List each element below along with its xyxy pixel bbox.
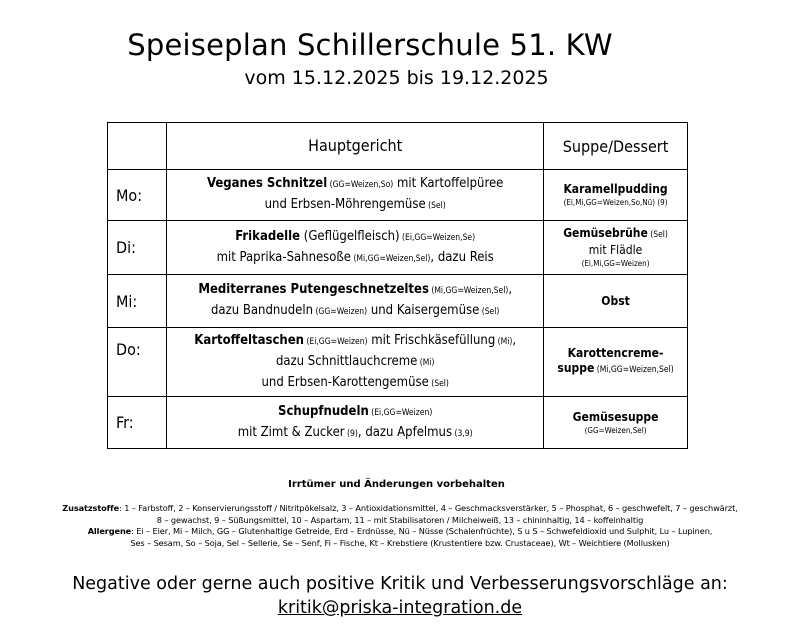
- menu-table: [107, 122, 688, 449]
- table-row: [108, 221, 688, 275]
- cell-line: [544, 182, 687, 197]
- allergen-info: (Mi): [417, 357, 435, 368]
- allergen-info: (Sel): [428, 378, 449, 389]
- dish-name: Kartoffeltaschen: [194, 332, 305, 348]
- cell-line: [167, 352, 543, 373]
- allergen-info: (GG=Weizen,So): [327, 180, 394, 190]
- dish-text: dazu Bandnudeln: [211, 303, 314, 318]
- cell-line: [167, 227, 543, 248]
- cell-line: [544, 361, 687, 378]
- dish-text: mit Kartoffelpüree: [393, 176, 504, 191]
- dish-name: Mediterranes Putengeschnetzeltes: [198, 282, 429, 297]
- dish-text: dazu Schnittlauchcreme: [275, 353, 418, 369]
- soup-dessert-cell: [544, 328, 688, 397]
- cell-line: [544, 258, 687, 269]
- feedback-email-link[interactable]: kritik@priska-integration.de: [277, 598, 523, 618]
- table-row: [108, 170, 688, 221]
- cell-line: [544, 346, 687, 361]
- day-label: Fr:: [108, 397, 167, 449]
- cell-line: [544, 243, 687, 258]
- allergen-info: (Sel): [425, 201, 446, 211]
- allergen-info: (Ei,Mi,GG=Weizen,So,Nü) (9): [563, 198, 668, 207]
- legend-block: [20, 503, 780, 549]
- dish-name: Obst: [601, 293, 630, 308]
- cell-line: [167, 373, 543, 394]
- table-row: [108, 397, 688, 449]
- page-title: Speiseplan Schillerschule 51. KW: [127, 28, 613, 62]
- dish-name: Frikadelle: [235, 228, 301, 244]
- allergen-info: (Ei,GG=Weizen): [368, 407, 433, 418]
- cell-line: [167, 280, 543, 301]
- additives-text-1: : 1 – Farbstoff, 2 – Konservierungsstoff / Nitritpökelsalz, 3 – Antioxidationsmittel, 4 – Geschmacksverstärker, 5 – Phosphat, 6 – geschwefelt, 7 – geschwärzt,: [119, 503, 738, 513]
- date-range: [0, 67, 793, 89]
- cell-line: [544, 226, 687, 243]
- allergen-info: (Ei,GG=Weizen,Se): [399, 232, 476, 243]
- table-row: [108, 328, 688, 397]
- allergens-label: Allergene: [87, 526, 132, 536]
- dish-name: Karottencreme-: [567, 346, 664, 360]
- allergen-info: (Sel): [479, 307, 500, 317]
- day-label: Di:: [108, 221, 167, 275]
- allergen-info: (GG=Weizen,Sel): [584, 425, 647, 435]
- dish-text: (Geflügelfleisch): [300, 228, 400, 244]
- allergen-info: (GG=Weizen): [313, 307, 368, 317]
- cell-line: [167, 195, 543, 216]
- allergens-line-1: [20, 526, 780, 538]
- allergen-info: (Mi,GG=Weizen,Sel): [351, 253, 431, 264]
- allergen-info: (Mi): [495, 336, 513, 347]
- allergen-info: (Ei,GG=Weizen): [304, 336, 368, 347]
- dish-text: mit Paprika-Sahnesoße: [216, 249, 352, 265]
- dish-name: Gemüsesuppe: [572, 409, 659, 424]
- cell-line: [544, 425, 687, 436]
- cell-line: [544, 197, 687, 208]
- main-dish-cell: [167, 397, 544, 449]
- header-soup-dessert: Suppe/Dessert: [544, 123, 688, 170]
- allergens-text-1: : Ei – Eier, Mi – Milch, GG – Glutenhaltige Getreide, Erd – Erdnüsse, Nü – Nüsse (Schalenfrüchte), S u S – Schwefeldioxid und Sulphit, Lu – Lupinen,: [131, 526, 713, 536]
- day-label: Do:: [108, 328, 167, 397]
- allergen-info: (Sel): [647, 230, 668, 240]
- dish-text: mit Flädle: [588, 243, 643, 257]
- allergen-info: (Mi,GG=Weizen,Sel): [428, 286, 509, 296]
- dish-text: mit Frischkäsefüllung: [367, 332, 496, 348]
- cell-line: [167, 331, 543, 352]
- day-label: Mo:: [108, 170, 167, 221]
- header-main-dish: Hauptgericht: [167, 123, 544, 170]
- dish-text: ,: [512, 332, 517, 348]
- soup-dessert-cell: [544, 397, 688, 449]
- soup-dessert-cell: [544, 275, 688, 328]
- allergen-info: (Mi,GG=Weizen,Sel): [594, 365, 674, 375]
- dish-name: Schupfnudeln: [278, 403, 369, 419]
- main-dish-cell: [167, 221, 544, 275]
- soup-dessert-cell: [544, 170, 688, 221]
- cell-line: [167, 248, 543, 269]
- dish-name: suppe: [557, 361, 595, 375]
- allergen-info: (Ei,Mi,GG=Weizen): [581, 259, 650, 268]
- main-dish-cell: [167, 275, 544, 328]
- feedback-text: Negative oder gerne auch positive Kritik und Verbesserungsvorschläge an:: [72, 574, 728, 594]
- dish-text: und Kaisergemüse: [367, 303, 480, 318]
- dish-text: , dazu Reis: [430, 249, 494, 265]
- main-dish-cell: [167, 328, 544, 397]
- disclaimer-notice: Irrtümer und Änderungen vorbehalten: [288, 479, 505, 490]
- cell-line: [167, 174, 543, 195]
- allergen-info: (9): [344, 428, 358, 439]
- cell-line: [167, 301, 543, 322]
- feedback-section: [0, 572, 793, 620]
- additives-line-1: [20, 503, 780, 515]
- dish-text: und Erbsen-Möhrengemüse: [264, 197, 426, 212]
- dish-text: , dazu Apfelmus: [357, 424, 453, 440]
- cell-line: [544, 294, 687, 309]
- cell-line: [167, 402, 543, 423]
- allergens-line-2: Ses – Sesam, So – Soja, Sel – Sellerie, Se – Senf, Fi – Fische, Kt – Krebstiere (Krustentiere bzw. Crustaceae), Wt – Weichtiere (Mollusken): [130, 537, 670, 548]
- additives-line-2: 8 – gewachst, 9 – Süßungsmittel, 10 – Aspartam, 11 – mit Stabilisatoren / Milcheiweiß, 13 – chininhaltig, 14 – koffeinhaltig: [156, 514, 644, 525]
- day-label: Mi:: [108, 275, 167, 328]
- additives-label: Zusatzstoffe: [62, 503, 120, 513]
- date-range-text: vom 15.12.2025 bis 19.12.2025: [244, 67, 549, 89]
- cell-line: [544, 410, 687, 425]
- table-header-row: [108, 123, 688, 170]
- dish-name: Karamellpudding: [563, 182, 668, 196]
- main-dish-cell: [167, 170, 544, 221]
- soup-dessert-cell: [544, 221, 688, 275]
- dish-text: mit Zimt & Zucker: [237, 424, 345, 440]
- dish-name: Veganes Schnitzel: [207, 176, 328, 191]
- header-day: [108, 123, 167, 170]
- cell-line: [167, 423, 543, 444]
- allergen-info: (3,9): [452, 428, 473, 439]
- dish-name: Gemüsebrühe: [563, 226, 648, 240]
- dish-text: ,: [508, 282, 513, 297]
- dish-text: und Erbsen-Karottengemüse: [261, 374, 429, 390]
- table-row: [108, 275, 688, 328]
